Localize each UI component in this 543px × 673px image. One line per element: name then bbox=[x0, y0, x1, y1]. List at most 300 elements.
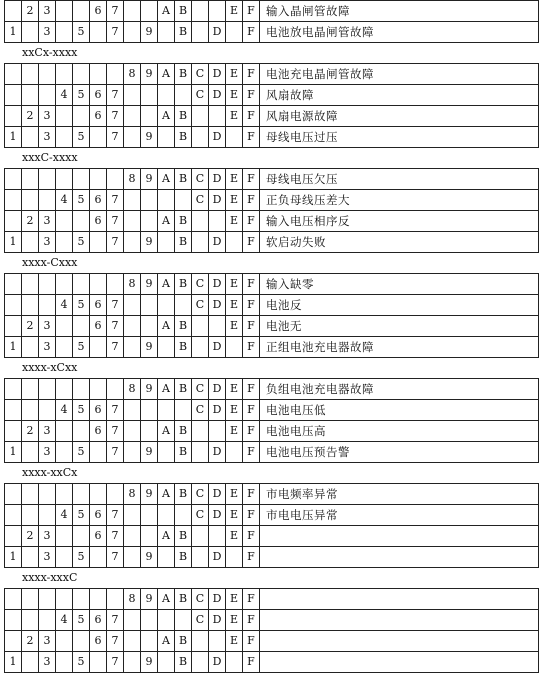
code-cell bbox=[39, 274, 56, 295]
code-cell: 8 bbox=[124, 274, 141, 295]
fault-description: 输入缺零 bbox=[260, 274, 539, 295]
code-cell: E bbox=[226, 211, 243, 232]
code-cell: 9 bbox=[141, 379, 158, 400]
table-row bbox=[5, 22, 539, 43]
code-cell bbox=[39, 64, 56, 85]
table-row bbox=[5, 274, 539, 295]
code-cell: B bbox=[175, 64, 192, 85]
code-cell bbox=[141, 631, 158, 652]
code-cell bbox=[39, 190, 56, 211]
table-row bbox=[5, 190, 539, 211]
fault-description bbox=[260, 652, 539, 673]
code-cell: 6 bbox=[90, 1, 107, 22]
code-cell: F bbox=[243, 22, 260, 43]
code-cell bbox=[124, 652, 141, 673]
code-cell bbox=[141, 295, 158, 316]
code-cell: E bbox=[226, 421, 243, 442]
code-cell bbox=[5, 211, 22, 232]
code-cell: E bbox=[226, 589, 243, 610]
code-cell bbox=[90, 442, 107, 463]
code-cell: B bbox=[175, 22, 192, 43]
code-cell bbox=[39, 505, 56, 526]
fault-description: 母线电压过压 bbox=[260, 127, 539, 148]
code-cell bbox=[124, 442, 141, 463]
code-cell bbox=[158, 85, 175, 106]
code-cell: 9 bbox=[141, 127, 158, 148]
code-cell: 1 bbox=[5, 547, 22, 568]
code-cell bbox=[73, 169, 90, 190]
code-cell: 2 bbox=[22, 1, 39, 22]
table-row bbox=[5, 85, 539, 106]
code-cell: 6 bbox=[90, 295, 107, 316]
code-cell: F bbox=[243, 337, 260, 358]
code-cell: 6 bbox=[90, 106, 107, 127]
code-cell bbox=[141, 106, 158, 127]
code-cell bbox=[5, 169, 22, 190]
fault-description: 电池反 bbox=[260, 295, 539, 316]
code-cell bbox=[124, 295, 141, 316]
code-cell: 8 bbox=[124, 589, 141, 610]
fault-description: 正负母线压差大 bbox=[260, 190, 539, 211]
table-row bbox=[5, 127, 539, 148]
code-cell: 7 bbox=[107, 211, 124, 232]
fault-description: 电池电压预告警 bbox=[260, 442, 539, 463]
code-cell: F bbox=[243, 85, 260, 106]
code-cell: 7 bbox=[107, 610, 124, 631]
code-cell bbox=[56, 484, 73, 505]
code-cell bbox=[56, 169, 73, 190]
code-cell: D bbox=[209, 484, 226, 505]
code-cell bbox=[209, 316, 226, 337]
table-row bbox=[5, 547, 539, 568]
code-cell bbox=[5, 484, 22, 505]
code-cell: F bbox=[243, 631, 260, 652]
table-row bbox=[5, 232, 539, 253]
code-cell: 2 bbox=[22, 421, 39, 442]
code-cell: 5 bbox=[73, 190, 90, 211]
code-cell bbox=[124, 106, 141, 127]
code-cell bbox=[175, 610, 192, 631]
code-cell bbox=[22, 379, 39, 400]
code-cell: 7 bbox=[107, 22, 124, 43]
code-cell: B bbox=[175, 526, 192, 547]
code-cell bbox=[192, 232, 209, 253]
table-row bbox=[5, 106, 539, 127]
code-cell bbox=[90, 337, 107, 358]
code-cell: 1 bbox=[5, 337, 22, 358]
code-cell bbox=[39, 379, 56, 400]
code-cell: C bbox=[192, 505, 209, 526]
code-cell bbox=[22, 295, 39, 316]
code-cell bbox=[124, 232, 141, 253]
code-cell bbox=[192, 337, 209, 358]
code-cell bbox=[5, 421, 22, 442]
code-cell: B bbox=[175, 316, 192, 337]
code-cell bbox=[192, 106, 209, 127]
code-cell: A bbox=[158, 169, 175, 190]
code-cell: B bbox=[175, 1, 192, 22]
code-cell: C bbox=[192, 169, 209, 190]
table-row bbox=[5, 337, 539, 358]
code-cell: A bbox=[158, 106, 175, 127]
code-cell bbox=[124, 22, 141, 43]
code-cell: F bbox=[243, 190, 260, 211]
table-row bbox=[5, 484, 539, 505]
code-cell bbox=[5, 316, 22, 337]
code-cell bbox=[39, 484, 56, 505]
code-cell bbox=[141, 316, 158, 337]
code-cell bbox=[56, 379, 73, 400]
code-cell: C bbox=[192, 484, 209, 505]
code-cell: A bbox=[158, 589, 175, 610]
code-cell: A bbox=[158, 421, 175, 442]
fault-description: 市电电压异常 bbox=[260, 505, 539, 526]
code-cell bbox=[73, 589, 90, 610]
code-cell: 2 bbox=[22, 106, 39, 127]
code-cell: 7 bbox=[107, 106, 124, 127]
table-row bbox=[5, 295, 539, 316]
code-cell bbox=[56, 106, 73, 127]
code-cell: D bbox=[209, 652, 226, 673]
fault-description bbox=[260, 631, 539, 652]
code-cell bbox=[141, 421, 158, 442]
code-cell: 1 bbox=[5, 442, 22, 463]
code-cell bbox=[158, 610, 175, 631]
section-title: xxxx-xCxx bbox=[22, 361, 78, 374]
code-cell: 6 bbox=[90, 421, 107, 442]
code-cell: 2 bbox=[22, 316, 39, 337]
code-cell bbox=[158, 505, 175, 526]
code-cell bbox=[22, 589, 39, 610]
table-row bbox=[5, 1, 539, 22]
code-cell: E bbox=[226, 106, 243, 127]
code-cell bbox=[5, 505, 22, 526]
code-cell: F bbox=[243, 421, 260, 442]
code-cell: 3 bbox=[39, 526, 56, 547]
fault-description: 输入晶闸管故障 bbox=[260, 1, 539, 22]
code-cell: E bbox=[226, 400, 243, 421]
fault-description: 市电频率异常 bbox=[260, 484, 539, 505]
code-cell bbox=[22, 64, 39, 85]
code-cell: F bbox=[243, 400, 260, 421]
code-cell: 1 bbox=[5, 652, 22, 673]
code-cell bbox=[158, 400, 175, 421]
code-cell bbox=[226, 652, 243, 673]
code-cell: 6 bbox=[90, 526, 107, 547]
code-cell: D bbox=[209, 337, 226, 358]
code-cell: B bbox=[175, 652, 192, 673]
code-cell bbox=[175, 190, 192, 211]
code-cell: 6 bbox=[90, 610, 107, 631]
code-cell bbox=[141, 400, 158, 421]
code-cell: E bbox=[226, 1, 243, 22]
code-cell: C bbox=[192, 589, 209, 610]
code-cell: D bbox=[209, 379, 226, 400]
code-cell bbox=[90, 484, 107, 505]
code-cell: 3 bbox=[39, 652, 56, 673]
fault-code-table bbox=[4, 0, 539, 43]
code-cell: 7 bbox=[107, 421, 124, 442]
code-cell: 1 bbox=[5, 232, 22, 253]
code-cell bbox=[39, 85, 56, 106]
code-cell bbox=[107, 169, 124, 190]
code-cell: 6 bbox=[90, 505, 107, 526]
fault-description: 电池放电晶闸管故障 bbox=[260, 22, 539, 43]
fault-description: 风扇电源故障 bbox=[260, 106, 539, 127]
code-cell: C bbox=[192, 64, 209, 85]
code-cell: 9 bbox=[141, 169, 158, 190]
section-title: xxxx-Cxxx bbox=[22, 256, 78, 269]
code-cell bbox=[5, 274, 22, 295]
code-cell bbox=[158, 232, 175, 253]
code-cell: 3 bbox=[39, 1, 56, 22]
code-cell: E bbox=[226, 484, 243, 505]
code-cell bbox=[107, 484, 124, 505]
code-cell bbox=[56, 589, 73, 610]
fault-description: 电池充电晶闸管故障 bbox=[260, 64, 539, 85]
code-cell bbox=[5, 400, 22, 421]
code-cell bbox=[5, 106, 22, 127]
fault-description bbox=[260, 589, 539, 610]
code-cell: A bbox=[158, 316, 175, 337]
code-cell: 4 bbox=[56, 400, 73, 421]
code-cell: A bbox=[158, 64, 175, 85]
code-cell: D bbox=[209, 589, 226, 610]
code-cell: C bbox=[192, 190, 209, 211]
code-cell bbox=[226, 232, 243, 253]
code-cell: D bbox=[209, 505, 226, 526]
code-cell: 9 bbox=[141, 442, 158, 463]
code-cell bbox=[124, 211, 141, 232]
code-cell: 5 bbox=[73, 505, 90, 526]
code-cell bbox=[107, 589, 124, 610]
code-cell: 8 bbox=[124, 484, 141, 505]
code-cell: 9 bbox=[141, 484, 158, 505]
fault-code-document bbox=[4, 0, 538, 673]
code-cell: 3 bbox=[39, 232, 56, 253]
code-cell bbox=[124, 85, 141, 106]
code-cell: F bbox=[243, 526, 260, 547]
code-cell bbox=[22, 442, 39, 463]
code-cell: 5 bbox=[73, 85, 90, 106]
code-cell: A bbox=[158, 379, 175, 400]
code-cell: F bbox=[243, 610, 260, 631]
code-cell: 7 bbox=[107, 547, 124, 568]
code-cell bbox=[192, 1, 209, 22]
code-cell: 7 bbox=[107, 316, 124, 337]
code-cell bbox=[192, 316, 209, 337]
fault-description: 负组电池充电器故障 bbox=[260, 379, 539, 400]
table-row bbox=[5, 526, 539, 547]
code-cell: B bbox=[175, 379, 192, 400]
table-row bbox=[5, 316, 539, 337]
code-cell: E bbox=[226, 526, 243, 547]
code-cell bbox=[22, 85, 39, 106]
code-cell bbox=[39, 589, 56, 610]
code-cell bbox=[22, 484, 39, 505]
fault-description bbox=[260, 526, 539, 547]
code-cell: 7 bbox=[107, 190, 124, 211]
code-cell bbox=[175, 505, 192, 526]
code-cell: D bbox=[209, 169, 226, 190]
code-cell: F bbox=[243, 211, 260, 232]
code-cell: B bbox=[175, 442, 192, 463]
code-cell: 6 bbox=[90, 631, 107, 652]
code-cell bbox=[90, 232, 107, 253]
code-cell: 5 bbox=[73, 547, 90, 568]
code-cell: D bbox=[209, 295, 226, 316]
fault-description: 正组电池充电器故障 bbox=[260, 337, 539, 358]
fault-description: 电池电压高 bbox=[260, 421, 539, 442]
code-cell bbox=[90, 379, 107, 400]
code-cell bbox=[141, 211, 158, 232]
code-cell bbox=[209, 106, 226, 127]
code-cell: C bbox=[192, 295, 209, 316]
code-cell bbox=[73, 274, 90, 295]
code-cell: 5 bbox=[73, 400, 90, 421]
code-cell bbox=[5, 64, 22, 85]
code-cell: E bbox=[226, 169, 243, 190]
code-cell bbox=[5, 1, 22, 22]
code-cell: 4 bbox=[56, 505, 73, 526]
fault-description bbox=[260, 547, 539, 568]
code-cell bbox=[226, 337, 243, 358]
code-cell: 6 bbox=[90, 85, 107, 106]
code-cell: E bbox=[226, 85, 243, 106]
code-cell bbox=[141, 190, 158, 211]
code-cell: 5 bbox=[73, 127, 90, 148]
code-cell bbox=[192, 211, 209, 232]
code-cell: 3 bbox=[39, 421, 56, 442]
code-cell: 9 bbox=[141, 22, 158, 43]
code-cell bbox=[175, 295, 192, 316]
code-cell bbox=[73, 64, 90, 85]
code-cell: 3 bbox=[39, 316, 56, 337]
code-cell: D bbox=[209, 190, 226, 211]
code-cell bbox=[73, 316, 90, 337]
code-cell: 2 bbox=[22, 631, 39, 652]
code-cell: 4 bbox=[56, 295, 73, 316]
code-cell bbox=[56, 337, 73, 358]
table-row bbox=[5, 211, 539, 232]
code-cell: D bbox=[209, 274, 226, 295]
code-cell: 3 bbox=[39, 337, 56, 358]
code-cell: 7 bbox=[107, 631, 124, 652]
code-cell: 9 bbox=[141, 652, 158, 673]
code-cell bbox=[90, 127, 107, 148]
code-cell: D bbox=[209, 400, 226, 421]
code-cell: 9 bbox=[141, 64, 158, 85]
code-cell: B bbox=[175, 631, 192, 652]
code-cell bbox=[73, 1, 90, 22]
code-cell: 4 bbox=[56, 85, 73, 106]
code-cell: F bbox=[243, 547, 260, 568]
code-cell: C bbox=[192, 274, 209, 295]
code-cell: F bbox=[243, 1, 260, 22]
fault-description: 电池无 bbox=[260, 316, 539, 337]
code-cell bbox=[90, 652, 107, 673]
code-cell: C bbox=[192, 400, 209, 421]
code-cell: A bbox=[158, 1, 175, 22]
fault-description: 风扇故障 bbox=[260, 85, 539, 106]
code-cell bbox=[141, 505, 158, 526]
code-cell: B bbox=[175, 589, 192, 610]
code-cell: 3 bbox=[39, 106, 56, 127]
code-cell bbox=[209, 526, 226, 547]
code-cell: D bbox=[209, 22, 226, 43]
code-cell bbox=[39, 400, 56, 421]
code-cell bbox=[124, 1, 141, 22]
fault-description: 输入电压相序反 bbox=[260, 211, 539, 232]
code-cell bbox=[73, 631, 90, 652]
code-cell bbox=[39, 295, 56, 316]
code-cell bbox=[22, 547, 39, 568]
code-cell: 9 bbox=[141, 274, 158, 295]
code-cell bbox=[22, 400, 39, 421]
code-cell bbox=[56, 127, 73, 148]
table-row bbox=[5, 379, 539, 400]
code-cell: 8 bbox=[124, 169, 141, 190]
code-cell bbox=[73, 106, 90, 127]
code-cell: 5 bbox=[73, 652, 90, 673]
code-cell bbox=[5, 610, 22, 631]
code-cell bbox=[90, 169, 107, 190]
code-cell: B bbox=[175, 421, 192, 442]
fault-code-table bbox=[4, 378, 539, 463]
code-cell bbox=[56, 232, 73, 253]
code-cell bbox=[158, 190, 175, 211]
code-cell: D bbox=[209, 64, 226, 85]
code-cell bbox=[141, 526, 158, 547]
code-cell bbox=[209, 421, 226, 442]
code-cell bbox=[192, 22, 209, 43]
code-cell: 7 bbox=[107, 232, 124, 253]
code-cell: 3 bbox=[39, 442, 56, 463]
code-cell bbox=[107, 379, 124, 400]
code-cell bbox=[22, 169, 39, 190]
code-cell: F bbox=[243, 442, 260, 463]
code-cell: F bbox=[243, 484, 260, 505]
code-cell bbox=[5, 379, 22, 400]
code-cell: A bbox=[158, 526, 175, 547]
code-cell: E bbox=[226, 274, 243, 295]
code-cell bbox=[56, 64, 73, 85]
code-cell: 3 bbox=[39, 547, 56, 568]
code-cell: B bbox=[175, 337, 192, 358]
code-cell bbox=[192, 652, 209, 673]
code-cell bbox=[90, 547, 107, 568]
code-cell: A bbox=[158, 484, 175, 505]
code-cell: 7 bbox=[107, 85, 124, 106]
table-row bbox=[5, 64, 539, 85]
code-cell: F bbox=[243, 169, 260, 190]
code-cell: 9 bbox=[141, 232, 158, 253]
code-cell: E bbox=[226, 295, 243, 316]
code-cell: 7 bbox=[107, 526, 124, 547]
code-cell bbox=[158, 337, 175, 358]
code-cell: 7 bbox=[107, 505, 124, 526]
code-cell: D bbox=[209, 442, 226, 463]
code-cell: 6 bbox=[90, 211, 107, 232]
code-cell: F bbox=[243, 64, 260, 85]
table-row bbox=[5, 421, 539, 442]
code-cell: 5 bbox=[73, 442, 90, 463]
table-row bbox=[5, 169, 539, 190]
code-cell bbox=[124, 505, 141, 526]
code-cell bbox=[209, 1, 226, 22]
code-cell: E bbox=[226, 316, 243, 337]
code-cell bbox=[56, 1, 73, 22]
